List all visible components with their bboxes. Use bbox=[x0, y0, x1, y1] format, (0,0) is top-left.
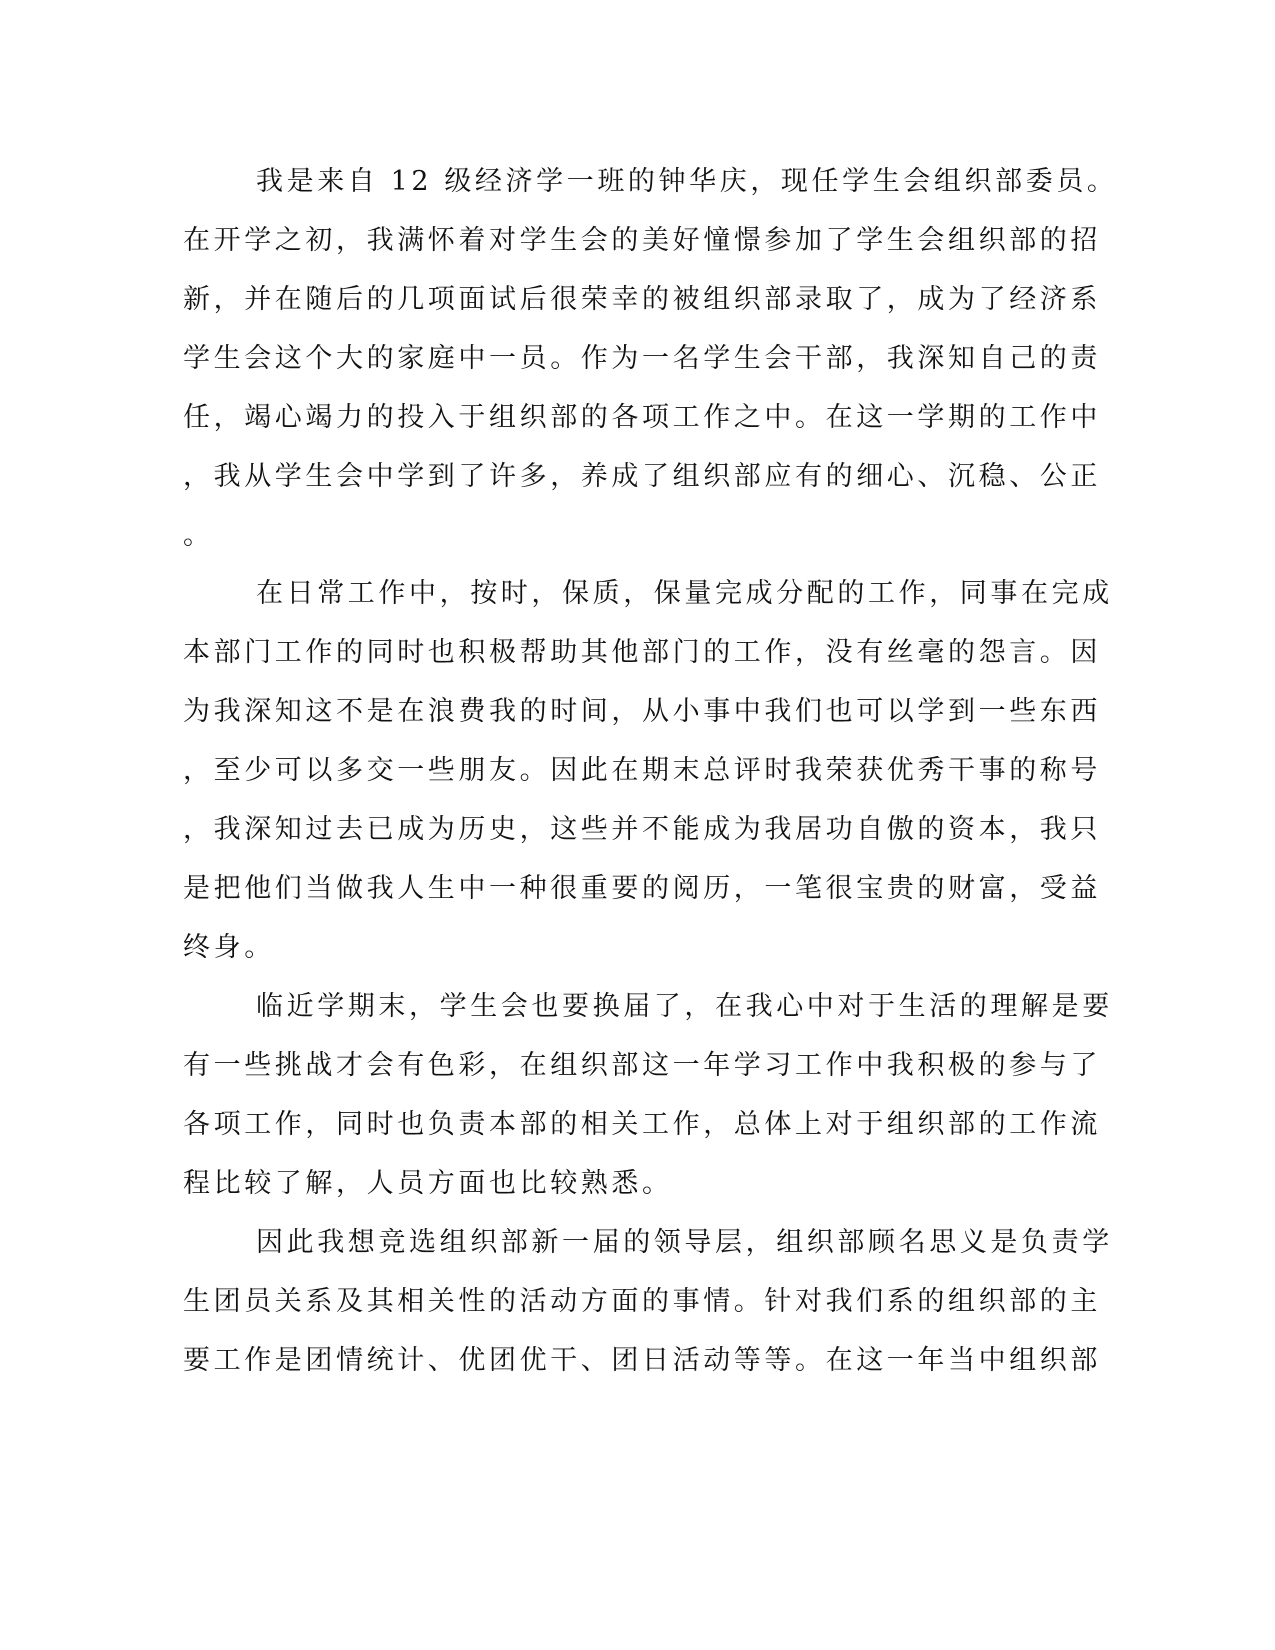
text-line: 本部门工作的同时也积极帮助其他部门的工作，没有丝毫的怨言。因 bbox=[183, 637, 1101, 668]
text-line: 要工作是团情统计、优团优干、团日活动等等。在这一年当中组织部 bbox=[183, 1345, 1101, 1376]
text-line: 新，并在随后的几项面试后很荣幸的被组织部录取了，成为了经济系 bbox=[183, 284, 1101, 315]
text-line: 生团员关系及其相关性的活动方面的事情。针对我们系的组织部的主 bbox=[183, 1286, 1101, 1317]
text-line: 学生会这个大的家庭中一员。作为一名学生会干部，我深知自己的责 bbox=[183, 343, 1101, 374]
text-line: 有一些挑战才会有色彩，在组织部这一年学习工作中我积极的参与了 bbox=[183, 1050, 1101, 1081]
text-line: ，我从学生会中学到了许多，养成了组织部应有的细心、沉稳、公正 bbox=[183, 461, 1101, 492]
text-line: 各项工作，同时也负责本部的相关工作，总体上对于组织部的工作流 bbox=[183, 1109, 1101, 1140]
text-line: ，我深知过去已成为历史，这些并不能成为我居功自傲的资本，我只 bbox=[183, 814, 1101, 845]
text-line: 。 bbox=[183, 520, 214, 551]
text-line: 临近学期末，学生会也要换届了，在我心中对于生活的理解是要 bbox=[256, 991, 1113, 1022]
text-line: 任，竭心竭力的投入于组织部的各项工作之中。在这一学期的工作中 bbox=[183, 402, 1101, 433]
text-line: 在日常工作中，按时，保质，保量完成分配的工作，同事在完成 bbox=[256, 578, 1113, 609]
text-line: 程比较了解，人员方面也比较熟悉。 bbox=[183, 1168, 673, 1199]
text-line: 因此我想竞选组织部新一届的领导层，组织部顾名思义是负责学 bbox=[256, 1227, 1113, 1258]
text-line: 是把他们当做我人生中一种很重要的阅历，一笔很宝贵的财富，受益 bbox=[183, 873, 1101, 904]
text-line: ，至少可以多交一些朋友。因此在期末总评时我荣获优秀干事的称号 bbox=[183, 755, 1101, 786]
text-line: 终身。 bbox=[183, 932, 275, 963]
text-line: 在开学之初，我满怀着对学生会的美好憧憬参加了学生会组织部的招 bbox=[183, 225, 1101, 256]
text-line: 为我深知这不是在浪费我的时间，从小事中我们也可以学到一些东西 bbox=[183, 696, 1101, 727]
text-line: 我是来自 12 级经济学一班的钟华庆，现任学生会组织部委员。 bbox=[256, 166, 1118, 197]
